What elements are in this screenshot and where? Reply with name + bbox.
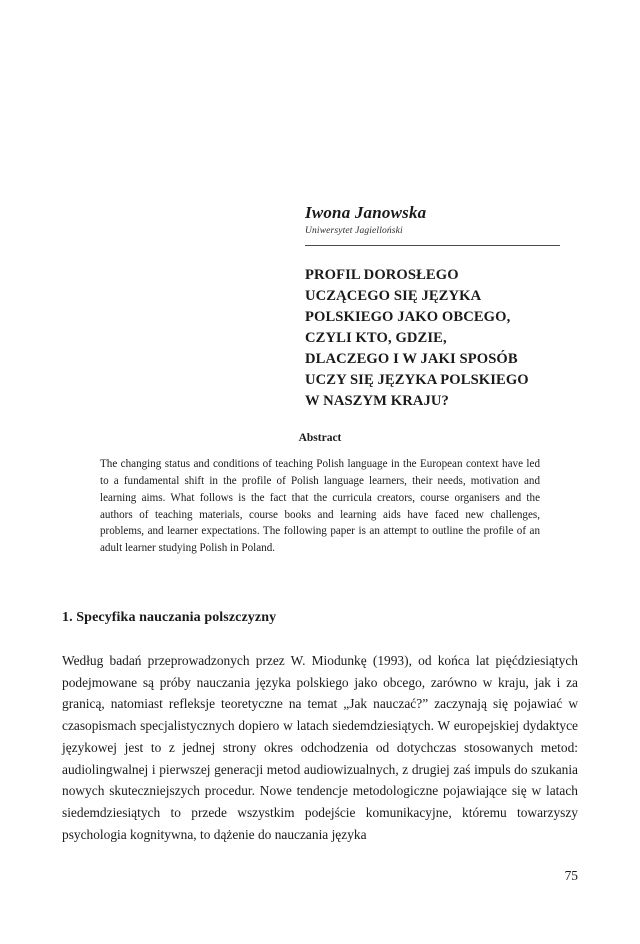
title-line: UCZĄCEGO SIĘ JĘZYKA	[305, 288, 482, 304]
title-line: POLSKIEGO JAKO OBCEGO,	[305, 309, 511, 325]
page-title	[305, 265, 567, 412]
title-line: UCZY SIĘ JĘZYKA POLSKIEGO	[305, 372, 529, 388]
header-divider	[305, 245, 560, 246]
title-line: DLACZEGO I W JAKI SPOSÓB	[305, 351, 518, 367]
author-affiliation: Uniwersytet Jagielloński	[305, 225, 403, 236]
author-block	[305, 203, 560, 246]
author-name: Iwona Janowska	[305, 203, 427, 222]
title-line: CZYLI KTO, GDZIE,	[305, 330, 447, 346]
section-heading-1: 1. Specyfika nauczania polszczyzny	[62, 610, 277, 625]
page-number: 75	[564, 868, 578, 883]
title-line: W NASZYM KRAJU?	[305, 393, 449, 409]
body-paragraph: Według badań przeprowadzonych przez W. Miodunkę (1993), od końca lat pięćdziesiątych podejmowane są próby nauczania języka polskiego jako obcego, zarówno w kraju, jak i za granicą, natomiast refleksje teoretyczne na temat „Jak nauczać?” zaczynają się pojawiać w czasopismach specjalistycznych dopiero w latach siedemdziesiątych. W europejskiej dydaktyce językowej jest to z jednej strony okres odchodzenia od dotychczas stosowanych metod: audiolingwalnej i pierwszej generacji metod audiowizualnych, z drugiej zaś impuls do szukania nowych skuteczniejszych procedur. Nowe tendencje metodologiczne pojawiające się w latach siedemdziesiątych to przede wszystkim podejście komunikacyjne, któremu towarzyszy psychologia kognitywna, to dążenie do nauczania języka	[62, 653, 578, 842]
abstract-heading: Abstract	[298, 432, 342, 444]
title-line: PROFIL DOROSŁEGO	[305, 267, 459, 283]
abstract-text: The changing status and conditions of teaching Polish language in the European context have led to a fundamental shift in the profile of Polish language learners, their needs, motivation and learning aims. What follows is the fact that the curricula creators, course organisers and the authors of teaching materials, course books and learning aids have faced new challenges, problems, and learner expectations. The following paper is an attempt to outline the profile of an adult learner studying Polish in Poland.	[100, 458, 540, 555]
